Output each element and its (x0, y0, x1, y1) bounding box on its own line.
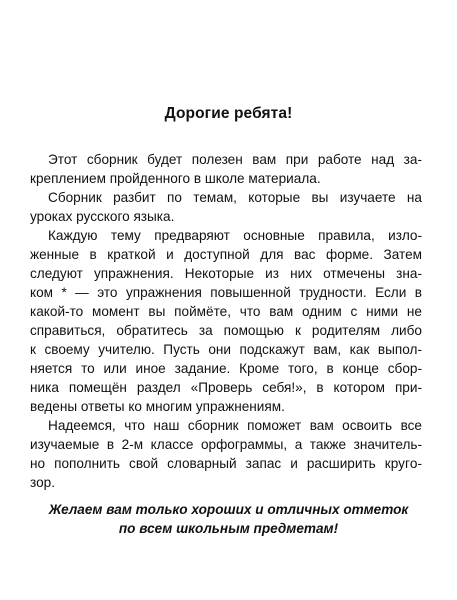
text-line: ника помещён раздел «Проверь себя!», в котором при- (30, 380, 422, 395)
text-line: какой-то момент вы поймёте, что вам одним с ними не (30, 304, 422, 319)
text-line: следуют упражнения. Некоторые из них отмечены зна- (30, 266, 422, 281)
closing-line: по всем школьным предметам! (118, 521, 339, 536)
text-line: ведены ответы ко многим упражнениям. (30, 399, 285, 414)
text-line: Этот сборник будет полезен вам при работе над за- (48, 152, 422, 167)
text-line: уроках русского языка. (30, 209, 175, 224)
closing-line: Желаем вам только хороших и отличных отметок (48, 502, 409, 517)
text-line: креплением пройденного в школе материала. (30, 171, 321, 186)
text-line: изучаемые в 2-м классе орфограммы, а также значитель- (30, 437, 422, 452)
text-line: няется то или иное задание. Кроме того, в конце сбор- (30, 361, 422, 376)
text-line: Каждую тему предваряют основные правила, изло- (48, 228, 422, 243)
text-line: Сборник разбит по темам, которые вы изучаете на (48, 190, 422, 205)
text-line: женные в краткой и доступной для вас форме. Затем (30, 247, 422, 262)
text-line: Надеемся, что наш сборник поможет вам освоить все (48, 418, 422, 433)
text-line: справиться, обратитесь за помощью к родителям либо (30, 323, 422, 338)
text-line: но пополнить свой словарный запас и расширить кругo- (30, 456, 422, 471)
text-line: зор. (30, 475, 55, 490)
page-title: Дорогие ребята! (164, 105, 293, 122)
text-line: ком * — это упражнения повышенной трудности. Если в (30, 285, 422, 300)
text-line: к своему учителю. Пусть они подскажут вам, как выпол- (30, 342, 422, 357)
